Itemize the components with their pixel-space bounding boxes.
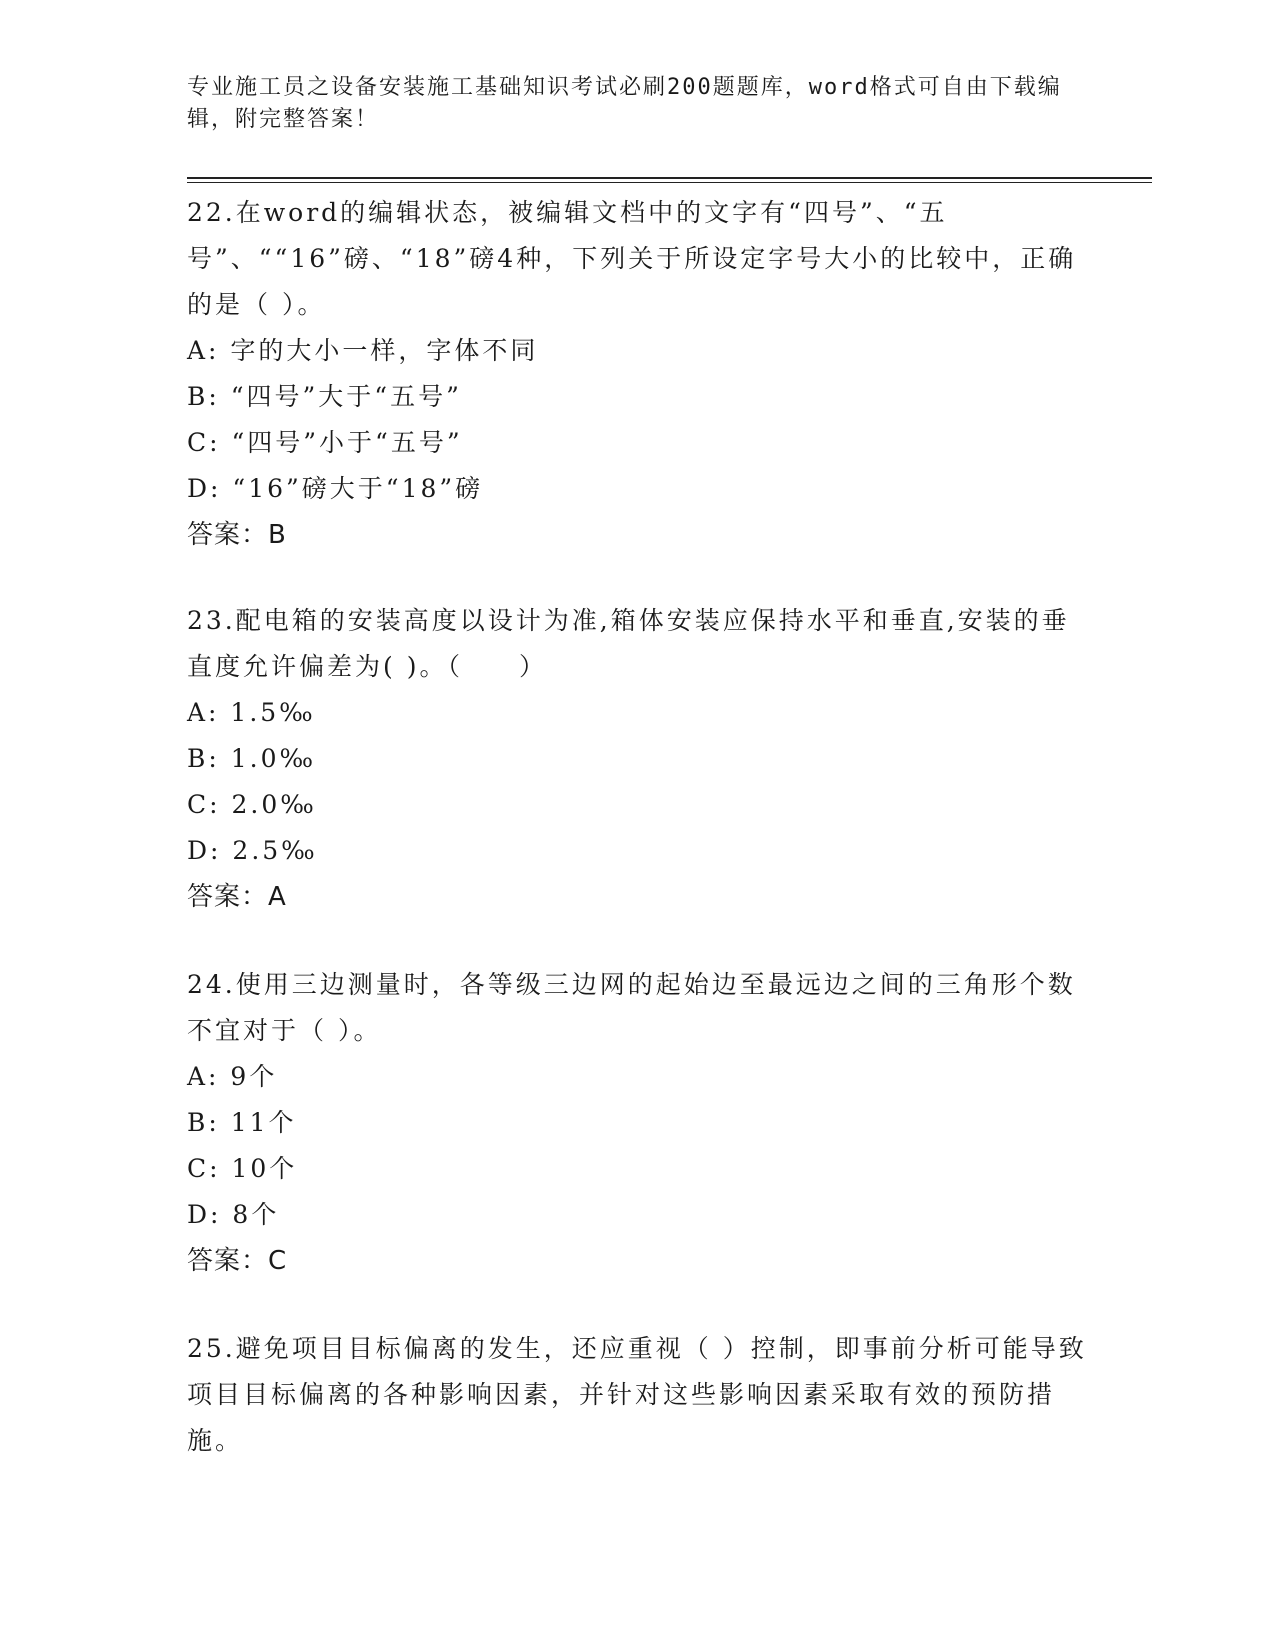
option-a: A: 9个 [187, 1062, 278, 1091]
option-a: A: 1.5‰ [187, 698, 316, 727]
question-23 [187, 598, 1087, 920]
question-22 [187, 190, 1087, 558]
header-divider-thin [187, 182, 1152, 183]
option-d: D: “16”磅大于“18”磅 [187, 474, 484, 503]
option-d: D: 8个 [187, 1200, 280, 1229]
document-header-title: 专业施工员之设备安装施工基础知识考试必刷200题题库，word格式可自由下载编辑，附完整答案！ [187, 75, 1062, 132]
option-b: B: 1.0‰ [187, 744, 317, 773]
option-b: B: 11个 [187, 1108, 297, 1137]
option-b: B: “四号”大于“五号” [187, 382, 462, 411]
answer-line: 答案：A [187, 882, 287, 912]
answer-line: 答案：C [187, 1246, 288, 1276]
question-stem: 23.配电箱的安装高度以设计为准,箱体安装应保持水平和垂直,安装的垂直度允许偏差为( )。（ ） [187, 606, 1070, 681]
question-25 [187, 1326, 1087, 1464]
option-d: D: 2.5‰ [187, 836, 318, 865]
question-24 [187, 962, 1087, 1284]
option-c: C: 2.0‰ [187, 790, 317, 819]
question-stem: 22.在word的编辑状态，被编辑文档中的文字有“四号”、“五号”、““16”磅、“18”磅4种，下列关于所设定字号大小的比较中，正确的是（ ）。 [187, 198, 1077, 319]
option-c: C: 10个 [187, 1154, 298, 1183]
question-stem: 25.避免项目目标偏离的发生，还应重视（ ）控制，即事前分析可能导致项目目标偏离的各种影响因素，并针对这些影响因素采取有效的预防措施。 [187, 1334, 1087, 1455]
option-a: A: 字的大小一样，字体不同 [187, 336, 539, 365]
question-stem: 24.使用三边测量时，各等级三边网的起始边至最远边之间的三角形个数不宜对于（ ）。 [187, 970, 1076, 1045]
answer-line: 答案：B [187, 520, 287, 550]
option-c: C: “四号”小于“五号” [187, 428, 463, 457]
header-divider-thick [187, 177, 1152, 179]
